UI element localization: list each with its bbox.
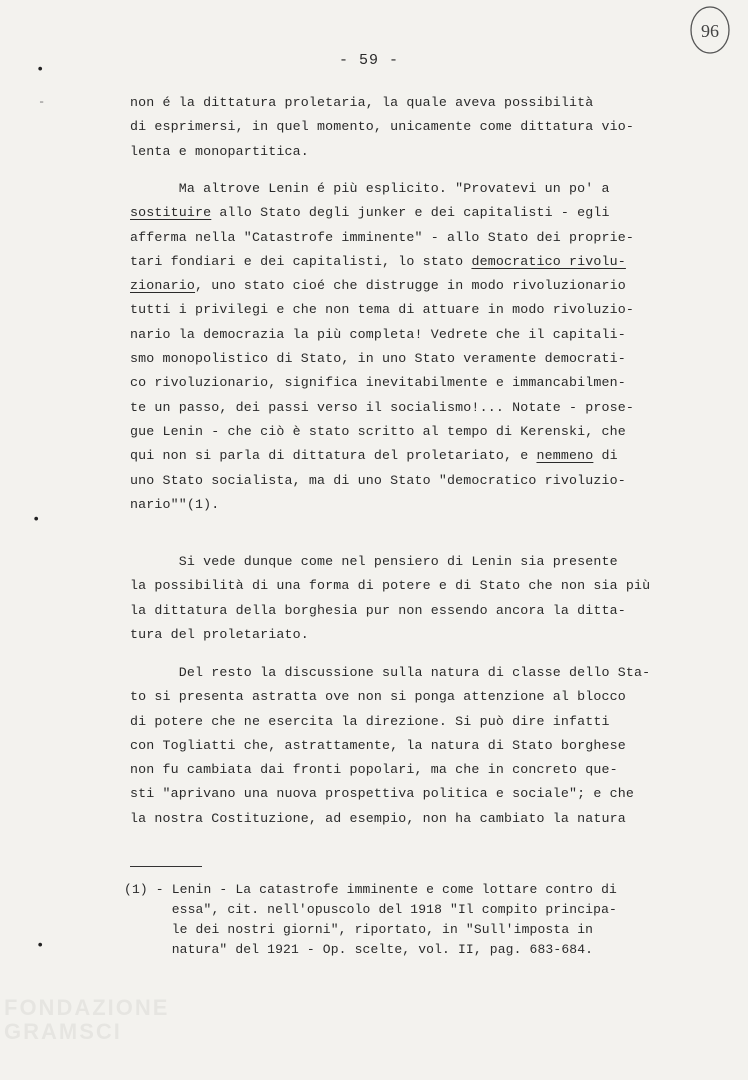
text-line: nario""(1).	[130, 496, 220, 512]
text-line: tura del proletariato.	[130, 626, 309, 642]
footnote-line: essa", cit. nell'opuscolo del 1918 "Il compito principa-	[124, 902, 617, 917]
text-line: tari fondiari e dei capitalisti, lo stato democratico rivolu-	[130, 253, 626, 269]
margin-mark: •	[36, 938, 45, 954]
underlined-text: nemmeno	[536, 448, 594, 464]
margin-mark: •	[36, 62, 45, 78]
footnote-separator	[130, 866, 202, 867]
text-line: nario la democrazia la più completa! Vedrete che il capitali-	[130, 326, 626, 342]
footnote	[124, 880, 704, 960]
text-line: Si vede dunque come nel pensiero di Lenin sia presente	[130, 554, 618, 569]
text-line: gue Lenin - che ciò è stato scritto al tempo di Kerenski, che	[130, 423, 626, 439]
footnote-line: le dei nostri giorni", riportato, in "Sull'imposta in	[124, 922, 594, 937]
text-line: co rivoluzionario, significa inevitabilmente e immancabilmen-	[130, 375, 626, 391]
paragraph-1	[130, 91, 700, 164]
text-line: la possibilità di una forma di potere e di Stato che non sia più	[130, 578, 651, 594]
text-line: qui non si parla di dittatura del proletariato, e nemmeno di	[130, 448, 618, 464]
text-line: sostituire allo Stato degli junker e dei capitalisti - egli	[130, 205, 610, 221]
text-line: Ma altrove Lenin é più esplicito. "Provatevi un po' a	[130, 181, 610, 196]
text-line: uno Stato socialista, ma di uno Stato "democratico rivoluzio-	[130, 472, 626, 488]
text-line: Del resto la discussione sulla natura di classe dello Sta-	[130, 665, 651, 680]
text-line: sti "aprivano una nuova prospettiva politica e sociale"; e che	[130, 786, 635, 802]
margin-mark: -	[38, 95, 46, 109]
stamp-number: 96	[701, 21, 719, 41]
watermark-line: FONDAZIONE	[4, 995, 170, 1020]
text-line: non é la dittatura proletaria, la quale aveva possibilità	[130, 95, 594, 110]
text-line: zionario, uno stato cioé che distrugge in modo rivoluzionario	[130, 278, 626, 294]
text-line: di esprimersi, in quel momento, unicamente come dittatura vio-	[130, 119, 635, 135]
underlined-text: sostituire	[130, 205, 212, 221]
underlined-text: zionario	[130, 278, 196, 294]
text-line: lenta e monopartitica.	[130, 143, 309, 159]
paragraph-2	[130, 177, 700, 517]
margin-mark: •	[32, 512, 41, 528]
archive-number-stamp	[688, 4, 732, 56]
paragraph-3	[130, 550, 700, 647]
text-line: la dittatura della borghesia pur non essendo ancora la ditta-	[130, 602, 626, 618]
watermark-line: GRAMSCI	[4, 1019, 122, 1044]
footnote-line: natura" del 1921 - Op. scelte, vol. II, pag. 683-684.	[124, 942, 594, 957]
watermark	[4, 996, 169, 1044]
text-line: smo monopolistico di Stato, in uno Stato veramente democrati-	[130, 351, 626, 367]
text-line: di potere che ne esercita la direzione. Si può dire infatti	[130, 713, 610, 729]
text-line: afferma nella "Catastrofe imminente" - allo Stato dei proprie-	[130, 229, 635, 245]
paragraph-4	[130, 661, 700, 831]
page-number: - 59 -	[339, 52, 400, 69]
text-line: te un passo, dei passi verso il socialismo!... Notate - prose-	[130, 399, 635, 415]
text-line: la nostra Costituzione, ad esempio, non ha cambiato la natura	[130, 810, 626, 826]
text-line: tutti i privilegi e che non tema di attuare in modo rivoluzio-	[130, 302, 635, 318]
footnote-line: (1) - Lenin - La catastrofe imminente e come lottare contro di	[124, 882, 617, 897]
text-line: to si presenta astratta ove non si ponga attenzione al blocco	[130, 689, 626, 705]
text-line: non fu cambiata dai fronti popolari, ma che in concreto que-	[130, 762, 618, 778]
circle-stamp-icon	[688, 4, 732, 56]
underlined-text: democratico rivolu-	[471, 253, 626, 269]
text-line: con Togliatti che, astrattamente, la natura di Stato borghese	[130, 737, 626, 753]
